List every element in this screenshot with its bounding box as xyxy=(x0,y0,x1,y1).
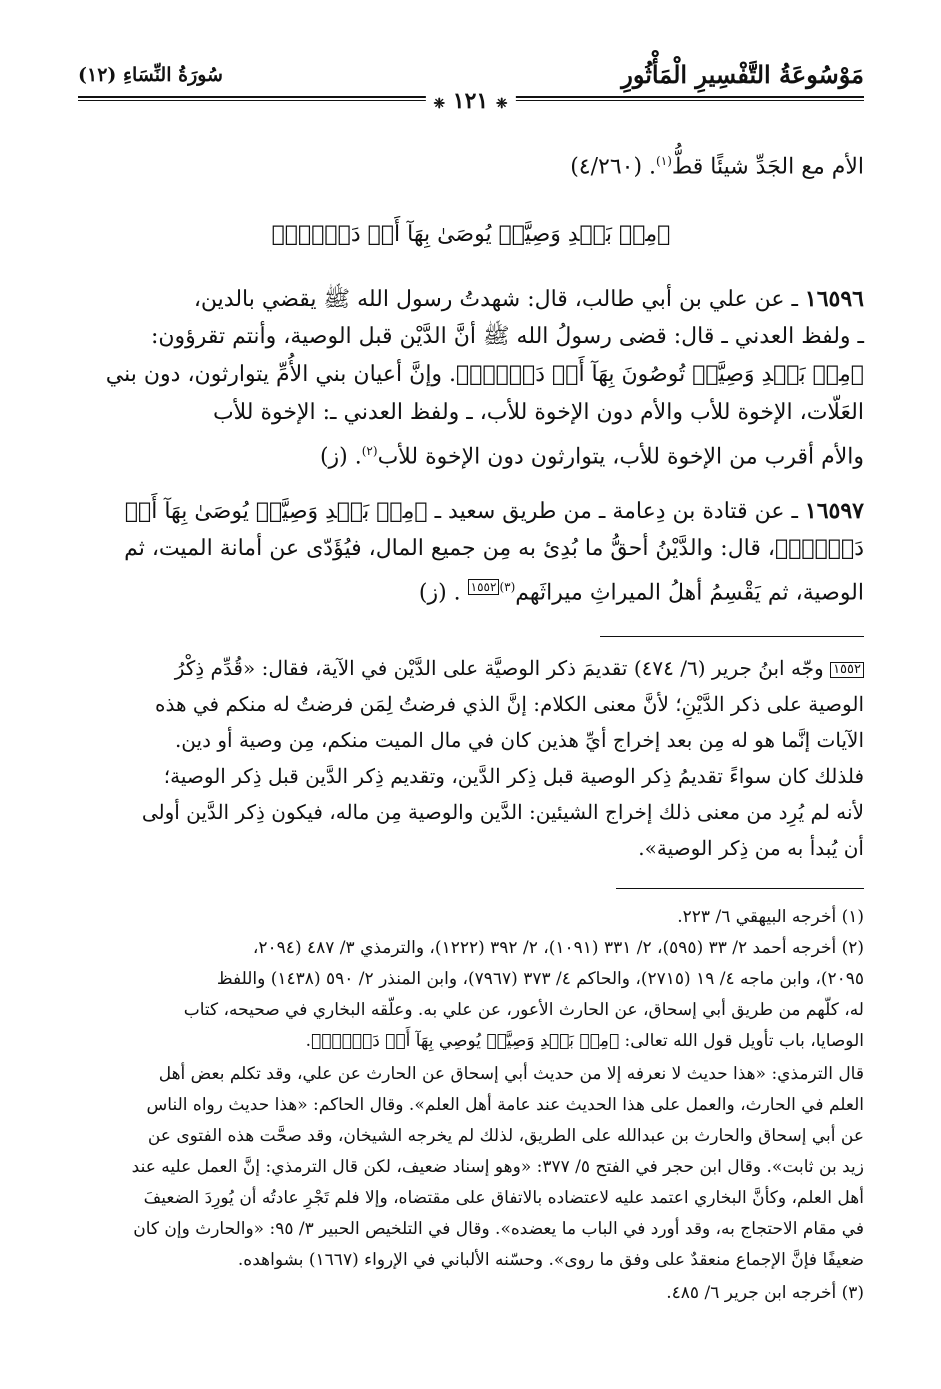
note-reference-box: ١٥٥٢ xyxy=(830,662,864,678)
page-number-value: ١٢١ xyxy=(452,88,489,114)
footnote-marker: (١) xyxy=(656,154,672,168)
hadith-16597 xyxy=(78,492,864,612)
footnote-line: عن أبي إسحاق والحارث بن عبدالله على الطريق، لذلك لم يخرجه الشيخان، وقد صحَّت هذه الفتوى عن xyxy=(147,1126,864,1146)
ayah-heading: ﴿مِنۢ بَعۡدِ وَصِيَّةٖ يُوصَىٰ بِهَآ أَوۡ دَيۡنٍۗ﴾ xyxy=(271,222,671,247)
footnote-line: العلم في الحارث، والعمل على هذا الحديث عند عامة أهل العلم». وقال الحاكم: «هذا حديث رواه الناس xyxy=(146,1095,864,1115)
text-line: ١٦٥٩٧ ـ عن قتادة بن دِعامة ـ من طريق سعيد ـ ﴿مِنۢ بَعۡدِ وَصِيَّةٖ يُوصَىٰ بِهَآ أَوۡ xyxy=(124,498,864,524)
footnote-line: الوصايا، باب تأويل قول الله تعالى: ﴿مِنۢ بَعۡدِ وَصِيَّةٖ يُوصِي بِهَآ أَوۡ دَيۡنٍۗ﴾. xyxy=(305,1031,864,1051)
footnote-separator xyxy=(616,888,864,889)
text-line: ﴿مِنۢ بَعۡدِ وَصِيَّةٖ تُوصُونَ بِهَآ أَوۡ دَيۡنٍۗ﴾. وإنَّ أعيان بني الأُمِّ يتوارثون، دون بني xyxy=(105,362,864,387)
surah-title: سُورَةُ النِّسَاءِ (١٢) xyxy=(78,64,223,86)
book-title: مَوْسُوعَةُ التَّفْسِيرِ الْمَأْثُورِ xyxy=(621,60,864,89)
text-line: الآيات إنَّما هو له مِن بعد إخراج أيِّ هذين كان في مال الميت منكم، مِن وصية أو دين. xyxy=(174,728,864,752)
footnote-line: ضعيفًا فإنَّ الإجماع منعقدٌ على وفق ما روى». وحسّنه الألباني في الإرواء (١٦٦٧) بشواهده. xyxy=(237,1250,864,1270)
text-line: ١٦٥٩٦ ـ عن علي بن أبي طالب، قال: شهدتُ رسول الله ﷺ يقضي بالدين، xyxy=(193,286,864,312)
intro-line: الأم مع الجَدِّ شيئًا قطُّ$^{(١)}$. (٤/٢٦٠) xyxy=(570,154,864,180)
text-line: الوصية، ثم يَقْسِمُ أهلُ الميراثِ ميراثَهم$^{(٣)}$١٥٥٢ . (ز) xyxy=(418,580,864,606)
note-separator xyxy=(600,636,864,637)
footnote-line: (٣) أخرجه ابن جرير ٦/ ٤٨٥. xyxy=(666,1283,864,1303)
commentary-note xyxy=(78,650,864,872)
footnote-line: (٢) أخرجه أحمد ٢/ ٣٣ (٥٩٥)، ٢/ ٣٣١ (١٠٩١)، ٢/ ٣٩٢ (١٢٢٢)، والترمذي ٣/ ٤٨٧ (٢٠٩٤، xyxy=(252,938,864,958)
text-line: أن يُبدأ به من ذِكر الوصية». xyxy=(638,836,864,860)
footnote-line: (١) أخرجه البيهقي ٦/ ٢٢٣. xyxy=(677,907,864,927)
footnote-line: له، كلّهم من طريق أبي إسحاق، عن الحارث الأعور، عن علي به. وعلّقه البخاري في صحيحه، كتاب xyxy=(183,1000,864,1020)
text-line: الوصية على ذكر الدَّيْنِ؛ لأنَّ معنى الكلام: إنَّ الذي فرضتُ لِمَن فرضتُ له منكم في هذه xyxy=(154,692,864,716)
hadith-number: ١٦٥٩٧ xyxy=(804,498,864,524)
text-line: والأم أقرب من الإخوة للأب، يتوارثون دون الإخوة للأب$^{(٢)}$. (ز) xyxy=(319,444,864,470)
hadith-16596 xyxy=(78,280,864,480)
intro-paragraph xyxy=(78,142,864,182)
text-line: العَلّات، الإخوة للأب والأم دون الإخوة للأب، ـ ولفظ العدني ـ: الإخوة للأب xyxy=(212,400,864,425)
text-line: ١٥٥٢ وجّه ابنُ جرير (٦/ ٤٧٤) تقديمَ ذكر الوصيَّة على الدَّيْن في الآية، فقال: «قُدِّم ذِكْرُ xyxy=(175,650,864,686)
footnote-line: في مقام الاحتجاج به، وقد أورد في الباب ما يعضده». وقال في التلخيص الحبير ٣/ ٩٥: «والحارث وإن كان xyxy=(133,1219,864,1239)
text-line: لأنه لم يُرِد من معنى ذلك إخراج الشيئين: الدَّين والوصية مِن ماله، فيكون ذِكر الدَّين أولى xyxy=(141,800,864,824)
footnote-line: قال الترمذي: «هذا حديث لا نعرفه إلا من حديث أبي إسحاق عن الحارث عن علي، وقد تكلم بعض أهل xyxy=(158,1064,864,1084)
page-number xyxy=(425,88,515,114)
footnote-line: أهل العلم، وكأنَّ البخاري اعتمد عليه لاعتضاده بالاتفاق على مقتضاه، وإلا فلم تَجْرِ عادتُه أن يُورِدَ الضعيفَ xyxy=(143,1188,864,1208)
footnote-marker: (٣) xyxy=(499,580,516,594)
intro-reference: . (٤/٢٦٠) xyxy=(570,154,657,180)
text-line: دَيۡنٍۗ﴾، قال: والدَّيْنُ أحقُّ ما بُدِئ به مِن جميع المال، فيُؤَدّى عن أمانة الميت، ثم xyxy=(124,536,864,561)
footnote-marker: (٢) xyxy=(361,444,378,458)
footnotes xyxy=(78,902,864,1322)
hadith-number: ١٦٥٩٦ xyxy=(804,286,864,312)
text-line: فلذلك كان سواءً تقديمُ ذِكر الوصية قبل ذِكر الدَّين، وتقديم ذِكر الدَّين قبل ذِكر الوصية؛ xyxy=(163,764,864,788)
footnote-line: ٢٠٩٥)، وابن ماجه ٤/ ١٩ (٢٧١٥)، والحاكم ٤/ ٣٧٣ (٧٩٦٧)، وابن المنذر ٢/ ٥٩٠ (١٤٣٨) واللفظ xyxy=(216,969,864,989)
ornament-icon: ❈ xyxy=(433,96,446,112)
note-reference-box: ١٥٥٢ xyxy=(468,579,500,595)
text-line: ـ ولفظ العدني ـ قال: قضى رسولُ الله ﷺ أنَّ الدَّيْن قبل الوصية، وأنتم تقرؤون: xyxy=(150,324,864,349)
footnote-line: زيد بن ثابت». وقال ابن حجر في الفتح ٥/ ٣٧٧: «وهو إسناد ضعيف، لكن قال الترمذي: إنَّ العمل عليه عند xyxy=(131,1157,864,1177)
ornament-icon: ❈ xyxy=(495,96,508,112)
